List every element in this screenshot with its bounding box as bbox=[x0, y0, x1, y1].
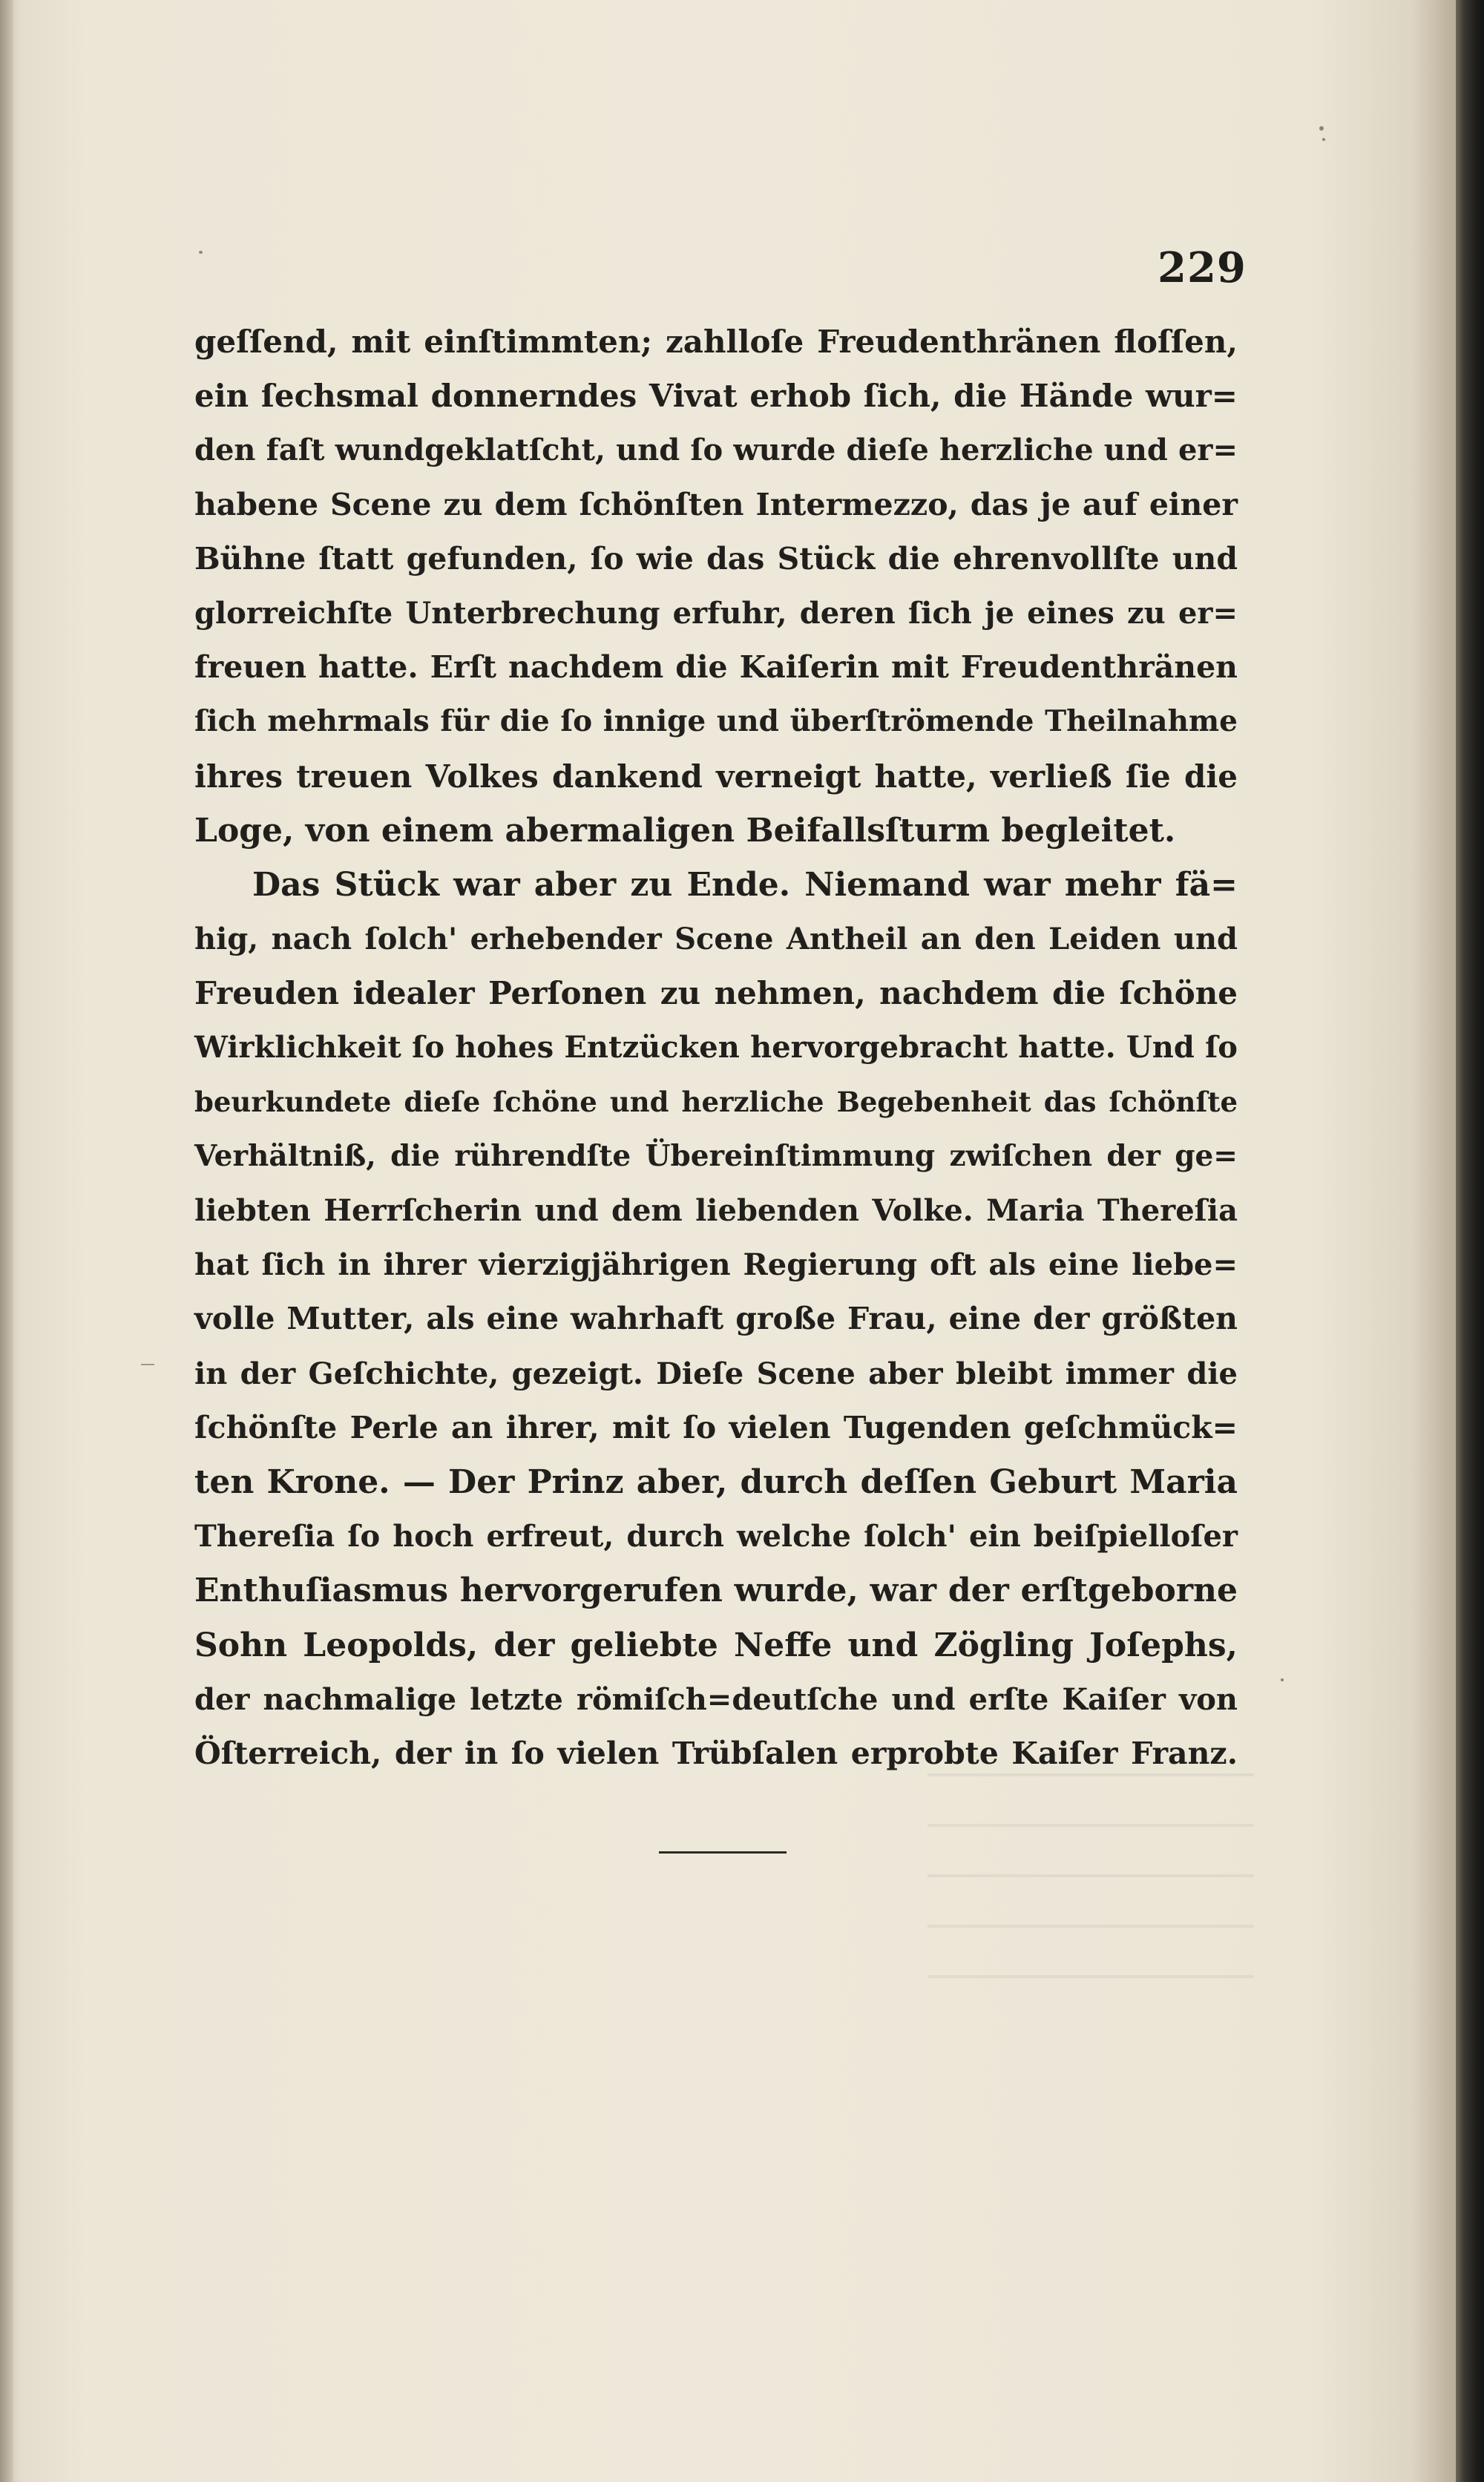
text-line: volle Mutter, als eine wahrhaft große Frau, eine der größten bbox=[194, 1301, 1238, 1337]
text-line: Sohn Leopolds, der geliebte Neffe und Zögling Joſephs, bbox=[194, 1626, 1238, 1664]
text-line: Öſterreich, der in ſo vielen Trübſalen erprobte Kaiſer Franz. bbox=[194, 1735, 1238, 1771]
margin-pencil-mark bbox=[141, 1364, 154, 1365]
text-line: Enthuſiasmus hervorgerufen wurde, war der erſtgeborne bbox=[194, 1572, 1238, 1610]
section-end-rule bbox=[659, 1851, 787, 1854]
text-line: Bühne ſtatt gefunden, ſo wie das Stück die ehrenvollſte und bbox=[194, 540, 1238, 577]
text-line: ſich mehrmals für die ſo innige und überſtrömende Theilnahme bbox=[194, 704, 1238, 739]
text-line: freuen hatte. Erſt nachdem die Kaiſerin mit Freudenthränen bbox=[194, 649, 1238, 686]
text-line: Loge, von einem abermaligen Beifallsſturm begleitet. bbox=[194, 811, 1176, 850]
text-line: habene Scene zu dem ſchönſten Intermezzo, das je auf einer bbox=[194, 486, 1238, 522]
text-line: ein ſechsmal donnerndes Vivat erhob ſich, die Hände wur= bbox=[194, 378, 1238, 415]
text-line: ihres treuen Volkes dankend verneigt hatte, verließ ſie die bbox=[194, 758, 1238, 795]
text-line: Verhältniß, die rührendſte Übereinſtimmung zwiſchen der ge= bbox=[194, 1138, 1238, 1173]
paper-speck bbox=[1322, 138, 1325, 141]
text-line: Thereſia ſo hoch erfreut, durch welche ſolch' ein beiſpielloſer bbox=[194, 1519, 1238, 1554]
text-line: in der Geſchichte, gezeigt. Dieſe Scene aber bleibt immer die bbox=[194, 1356, 1238, 1391]
text-line: beurkundete dieſe ſchöne und herzliche Begebenheit das ſchönſte bbox=[194, 1085, 1238, 1118]
text-line: geſſend, mit einſtimmten; zahlloſe Freudenthränen floſſen, bbox=[194, 324, 1238, 360]
text-line: ten Krone. — Der Prinz aber, durch deſſen Geburt Maria bbox=[194, 1462, 1238, 1501]
text-line: Das Stück war aber zu Ende. Niemand war mehr fä= bbox=[252, 865, 1238, 904]
text-line: Wirklichkeit ſo hohes Entzücken hervorgebracht hatte. Und ſo bbox=[194, 1030, 1238, 1066]
show-through-text bbox=[928, 1773, 1254, 1981]
text-line: hig, nach ſolch' erhebender Scene Antheil an den Leiden und bbox=[194, 922, 1238, 957]
text-line: Freuden idealer Perſonen zu nehmen, nachdem die ſchöne bbox=[194, 975, 1238, 1012]
paper-speck bbox=[199, 251, 203, 254]
text-line: hat ſich in ihrer vierzigjährigen Regierung oft als eine liebe= bbox=[194, 1247, 1238, 1283]
text-line: glorreichſte Unterbrechung erfuhr, deren ſich je eines zu er= bbox=[194, 595, 1238, 631]
binding-gutter bbox=[0, 0, 13, 2482]
page-number: 229 bbox=[1158, 243, 1247, 292]
paper-speck bbox=[1319, 126, 1324, 131]
text-line: liebten Herrſcherin und dem liebenden Volke. Maria Thereſia bbox=[194, 1193, 1238, 1228]
text-line: der nachmalige letzte römiſch=deutſche und erſte Kaiſer von bbox=[194, 1681, 1238, 1717]
page-edge-shadow bbox=[1456, 0, 1484, 2482]
text-line: ſchönſte Perle an ihrer, mit ſo vielen Tugenden geſchmück= bbox=[194, 1409, 1238, 1445]
paper-speck bbox=[1281, 1678, 1284, 1681]
body-text bbox=[194, 315, 1238, 1781]
text-line: den faſt wundgeklatſcht, und ſo wurde dieſe herzliche und er= bbox=[194, 433, 1238, 468]
